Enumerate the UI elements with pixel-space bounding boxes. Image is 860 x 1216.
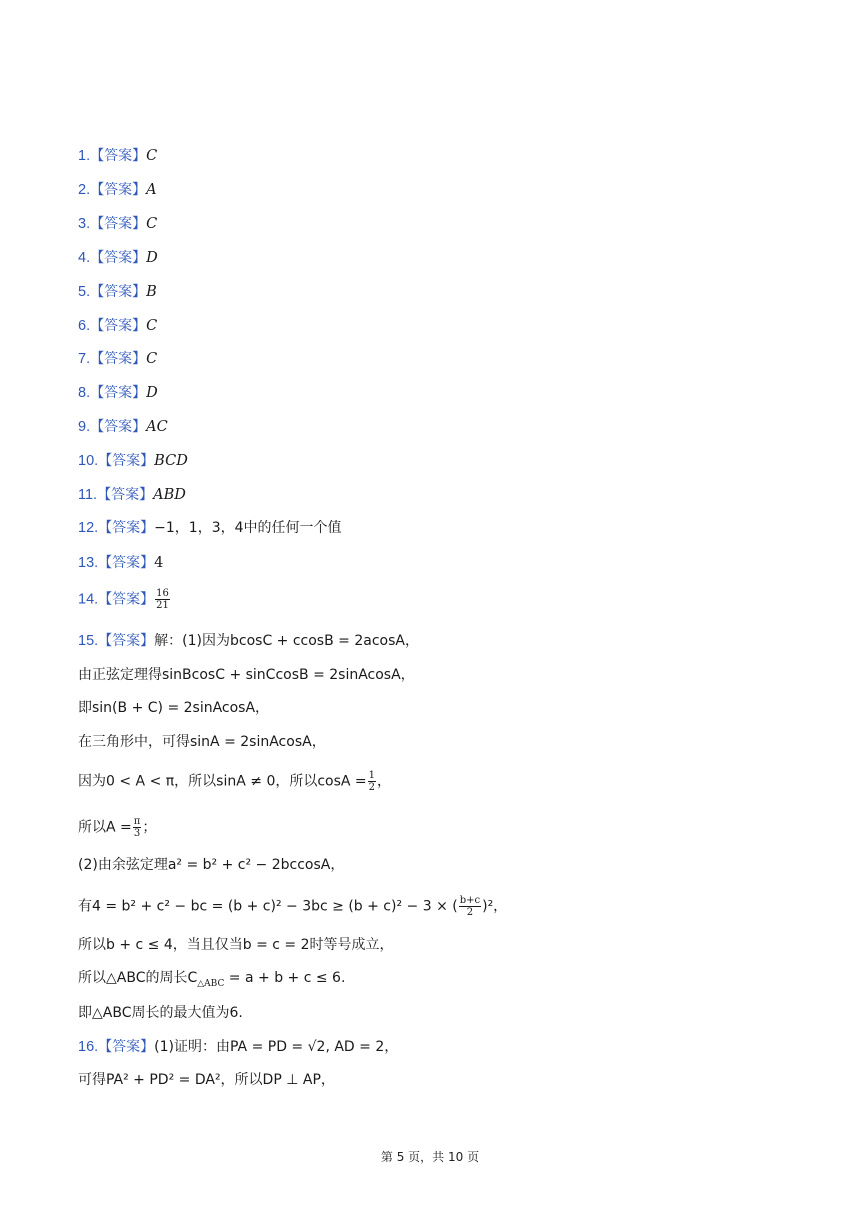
answer-16-line-2: 可得PA² + PD² = DA²，所以DP ⊥ AP，	[78, 1072, 335, 1088]
answer-2: 2.【答案】A	[78, 182, 157, 198]
answer-16-line-1: 16.【答案】(1)证明：由PA = PD = √2, AD = 2，	[78, 1039, 399, 1055]
answer-15-line-1: 15.【答案】解：(1)因为bcosC + ccosB = 2acosA，	[78, 633, 419, 649]
fraction-b-plus-c-over-2: $\frac{b+c}{2}$	[459, 895, 481, 918]
answer-10: 10.【答案】BCD	[78, 453, 188, 469]
answer-12: 12.【答案】−1，1，3，4中的任何一个值	[78, 520, 342, 536]
answer-15-line-2: 由正弦定理得sinBcosC + sinCcosB = 2sinAcosA，	[78, 667, 415, 683]
answer-13: 13.【答案】4	[78, 555, 164, 571]
page-footer: 第 5 页，共 10 页	[380, 1150, 480, 1164]
answer-15-line-10: 所以△ABC的周长$C_{\triangle ABC} = a + b + c \le 6$.	[78, 970, 346, 989]
answer-4: 4.【答案】D	[78, 250, 158, 266]
answer-5: 5.【答案】B	[78, 284, 157, 300]
answer-15-line-7: (2)由余弦定理a² = b² + c² − 2bccosA，	[78, 857, 345, 873]
fraction-pi-over-3: $\frac{\pi}{3}$	[133, 816, 141, 839]
answer-7: 7.【答案】C	[78, 351, 158, 367]
answer-15-line-11: 即△ABC周长的最大值为6.	[78, 1005, 243, 1021]
answer-15-line-3: 即sin(B + C) = 2sinAcosA，	[78, 700, 270, 716]
answer-15-line-6: 所以A = $\frac{\pi}{3}$ ；	[78, 816, 157, 839]
answer-8: 8.【答案】D	[78, 385, 158, 401]
answer-15-line-8: 有4 = b² + c² − bc = (b + c)² − 3bc ≥ (b + c)² − 3 × ( $\frac{b+c}{2}$ )²，	[78, 895, 508, 918]
answer-1: 1.【答案】C	[78, 148, 158, 164]
answer-6: 6.【答案】C	[78, 318, 158, 334]
answer-15-line-4: 在三角形中，可得sinA = 2sinAcosA，	[78, 734, 326, 750]
answer-14: 14.【答案】 $\frac{16}{21}$	[78, 588, 169, 611]
answer-9: 9.【答案】AC	[78, 419, 168, 435]
fraction-16-21: $\frac{16}{21}$	[156, 588, 169, 611]
answer-15-line-9: 所以b + c ≤ 4，当且仅当b = c = 2时等号成立，	[78, 937, 394, 953]
answer-15-line-5: 因为0 < A < π，所以sinA ≠ 0，所以cosA = $\frac{1}{2}$ ，	[78, 770, 392, 793]
fraction-one-half: $\frac{1}{2}$	[368, 770, 376, 793]
answer-11: 11.【答案】ABD	[78, 487, 186, 503]
answer-3: 3.【答案】C	[78, 216, 158, 232]
